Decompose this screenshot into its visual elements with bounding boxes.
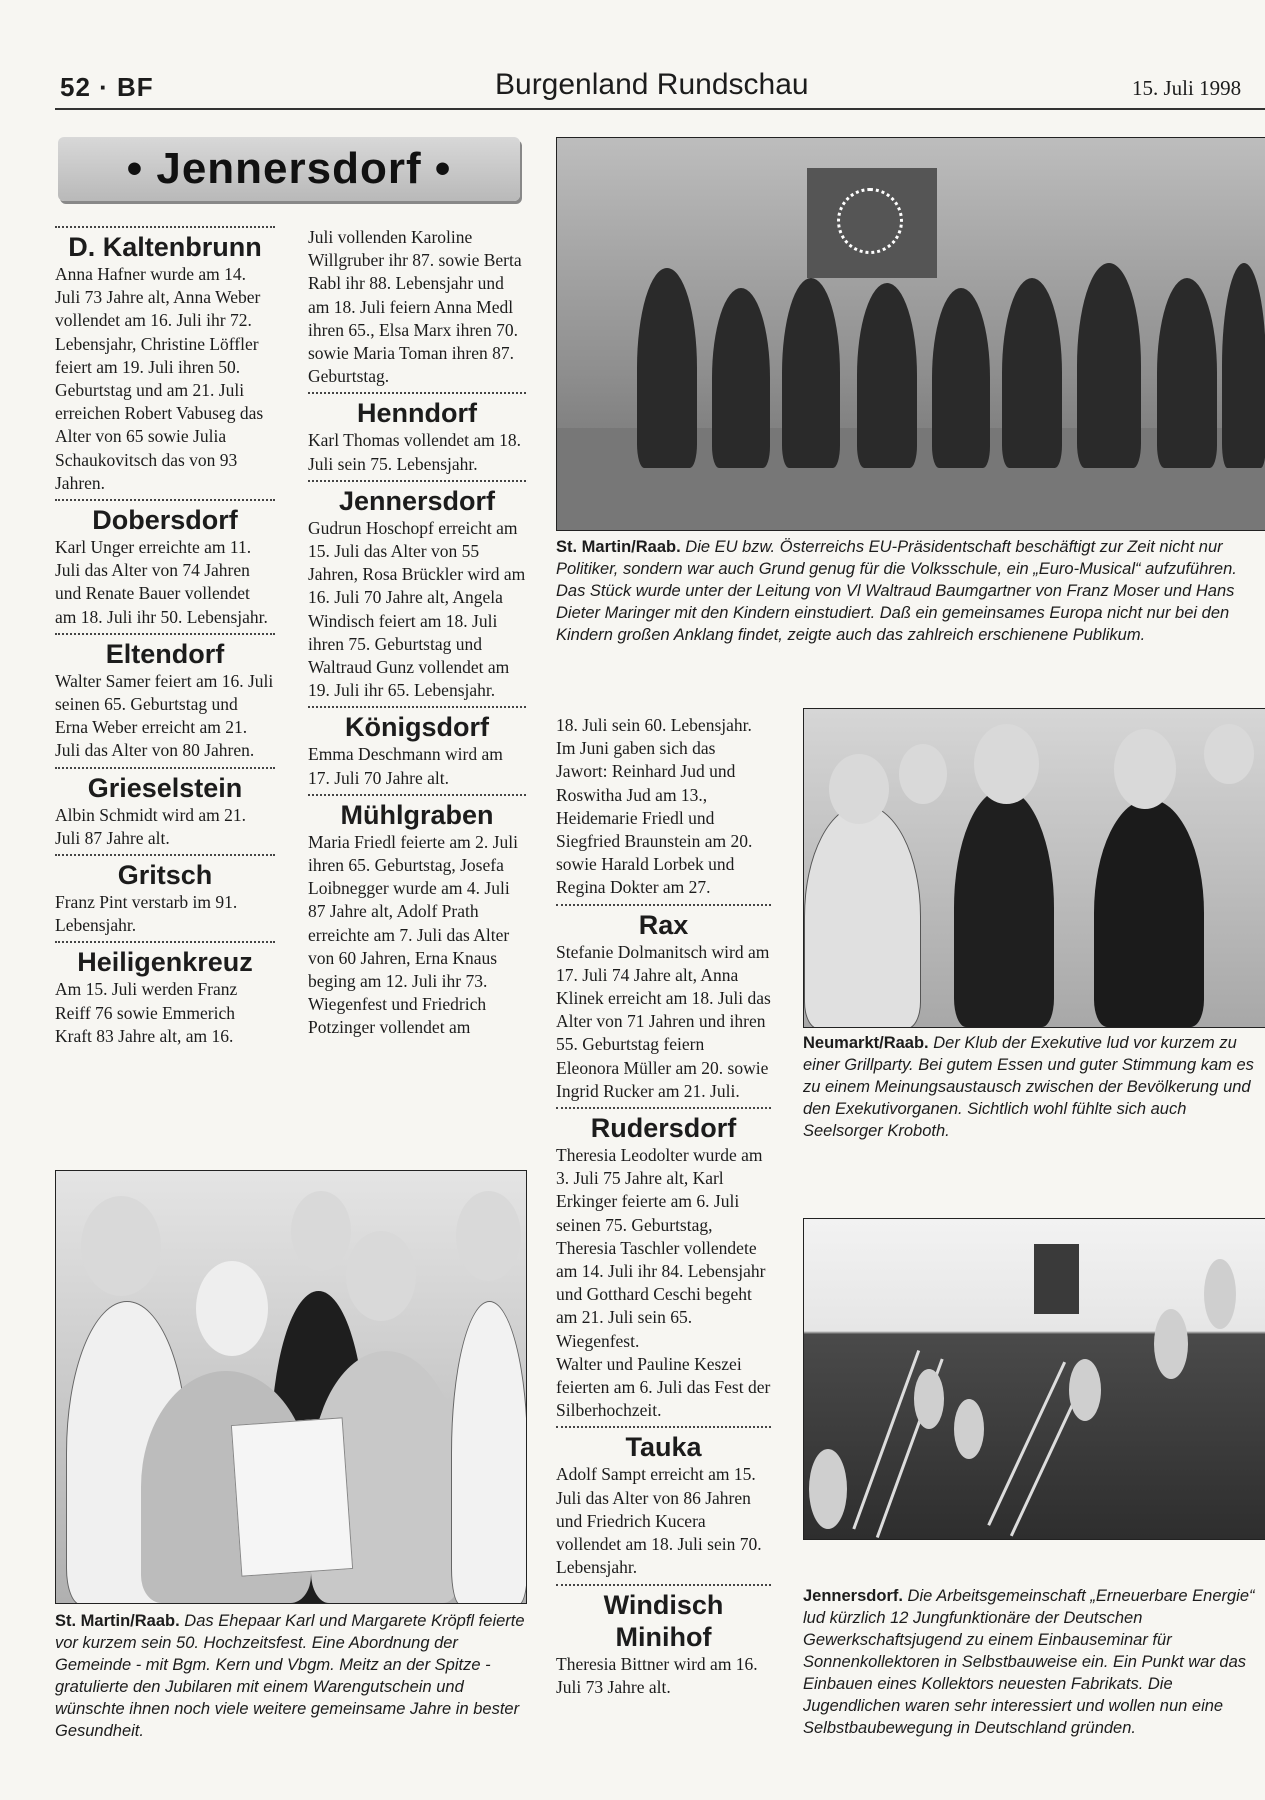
place-heading: Dobersdorf xyxy=(55,499,275,536)
birthday-text: Karl Unger erreichte am 11. Juli das Alter von 74 Jahren und Renate Bauer vollendet am 18. Juli ihr 50. Lebensjahr. xyxy=(55,537,268,627)
birthday-text: Emma Deschmann wird am 17. Juli 70 Jahre alt. xyxy=(308,744,503,788)
place-heading: Tauka xyxy=(556,1426,771,1463)
caption-place: St. Martin/Raab. xyxy=(556,538,681,556)
roof-photo xyxy=(803,1218,1265,1540)
place-heading: Eltendorf xyxy=(55,633,275,670)
grill-party-photo xyxy=(803,708,1265,1028)
birthday-text: Albin Schmidt wird am 21. Juli 87 Jahre alt. xyxy=(55,804,247,848)
caption-place: Jennersdorf. xyxy=(803,1587,903,1605)
roof-caption xyxy=(803,1585,1265,1739)
header-rule xyxy=(55,108,1265,110)
couple-photo xyxy=(55,1170,527,1604)
caption-text: Die EU bzw. Österreichs EU-Präsidentschaft beschäftigt zur Zeit nicht nur Politiker, sondern war auch Grund genug für die Volksschule, ein „Euro-Musical“ aufzuführen. Das Stück wurde unter der Leitung von Vl Waltraud Baumgartner von Franz Moser und Hans Dieter Maringer mit den Kindern einstudiert. Daß ein gemeinsames Europa nicht nur bei den Kindern großen Anklang findet, zeigte auch das zahlreich erschienene Publikum. xyxy=(556,538,1237,644)
grill-caption xyxy=(803,1032,1265,1142)
place-heading: Heiligenkreuz xyxy=(55,941,275,978)
place-heading: Königsdorf xyxy=(308,706,526,743)
place-heading: Grieselstein xyxy=(55,767,275,804)
place-heading: Mühlgraben xyxy=(308,794,526,831)
column-2 xyxy=(308,226,526,1040)
caption-text: Das Ehepaar Karl und Margarete Kröpfl feierte vor kurzem sein 50. Hochzeitsfest. Eine Abordnung der Gemeinde - mit Bgm. Kern und Vbgm. Meitz an der Spitze - gratulierte den Jubilaren mit einem Warengutschein und wünschte ihnen noch viele weitere gemeinsame Jahre in bester Gesundheit. xyxy=(55,1612,525,1740)
stage-photo xyxy=(556,137,1265,531)
caption-place: St. Martin/Raab. xyxy=(55,1612,180,1630)
gift-voucher xyxy=(231,1417,353,1576)
birthday-text: Walter Samer feiert am 16. Juli seinen 65. Geburtstag und Erna Weber erreicht am 21. Juli das Alter von 80 Jahren. xyxy=(55,670,274,761)
caption-text: Der Klub der Exekutive lud vor kurzem zu einer Grillparty. Bei gutem Essen und guter Stimmung kam es zu einem Meinungsaustausch zwischen der Bevölkerung und den Exekutivorganen. Sichtlich wohl fühlte sich auch Seelsorger Kroboth. xyxy=(803,1034,1254,1140)
caption-text: Die Arbeitsgemeinschaft „Erneuerbare Energie“ lud kürzlich 12 Jungfunktionäre der Deutschen Gewerkschaftsjugend zu einem Einbauseminar für Sonnenkollektoren in Selbstbauweise ein. Ein Punkt war das Einbauen eines Kollektors neuesten Fabrikats. Die Jugendlichen waren sehr interessiert und wollen nun eine Selbstbaubewegung in Deutschland gründen. xyxy=(803,1587,1255,1737)
section-title: • Jennersdorf • xyxy=(126,144,452,193)
birthday-text: Stefanie Dolmanitsch wird am 17. Juli 74 Jahre alt, Anna Klinek erreicht am 18. Juli das Alter von 71 Jahren und ihren 55. Geburtstag feiern Eleonora Müller am 20. sowie Ingrid Rucker am 21. Juli. xyxy=(556,941,771,1101)
birthday-text: Theresia Leodolter wurde am 3. Juli 75 Jahre alt, Karl Erkinger feierte am 6. Juli seinen 75. Geburtstag, Theresia Taschler vollendete am 14. Juli ihr 84. Lebensjahr und Gotthard Ceschi begeht am 21. Juli sein 65. Wiegenfest. xyxy=(556,1145,766,1351)
birthday-text: Theresia Bittner wird am 16. Juli 73 Jahre alt. xyxy=(556,1653,758,1697)
birthday-text: Anna Hafner wurde am 14. Juli 73 Jahre alt, Anna Weber vollendet am 16. Juli ihr 72. Lebensjahr, Christine Löffler feiert am 19. Juli ihren 50. Geburtstag und am 21. Juli erreichen Robert Vabuseg das Alter von 65 sowie Julia Schaukovitsch das von 93 Jahren. xyxy=(55,264,264,493)
eu-flag xyxy=(807,168,937,278)
birthday-text: 18. Juli sein 60. Lebensjahr. xyxy=(556,715,752,735)
issue-date: 15. Juli 1998 xyxy=(1132,76,1242,100)
place-heading: Rudersdorf xyxy=(556,1107,771,1144)
birthday-text: Juli vollenden Karoline Willgruber ihr 87. sowie Berta Rabl ihr 88. Lebensjahr und am 18. Juli feiern Anna Medl ihren 65., Elsa Marx ihren 70. sowie Maria Toman ihren 87. Geburtstag. xyxy=(308,227,522,387)
place-heading: D. Kaltenbrunn xyxy=(55,226,275,263)
chimney xyxy=(1034,1244,1079,1314)
place-heading: Jennersdorf xyxy=(308,480,526,517)
stage-caption xyxy=(556,536,1265,646)
birthday-text: Karl Thomas vollendet am 18. Juli sein 75. Lebensjahr. xyxy=(308,430,522,474)
newspaper-title: Burgenland Rundschau xyxy=(495,68,809,101)
place-heading: Windisch Minihof xyxy=(556,1584,771,1653)
birthday-text: Am 15. Juli werden Franz Reiff 76 sowie Emmerich Kraft 83 Jahre alt, am 16. xyxy=(55,979,238,1046)
page-number: 52 · BF xyxy=(60,72,154,102)
place-heading: Gritsch xyxy=(55,854,275,891)
couple-caption xyxy=(55,1610,525,1742)
birthday-text: Gudrun Hoschopf erreicht am 15. Juli das Alter von 55 Jahren, Rosa Brückler wird am 16. Juli 70 Jahre alt, Angela Windisch feiert am 18. Juli ihren 75. Geburtstag und Waltraud Gunz vollendet am 19. Juli ihr 65. Lebensjahr. xyxy=(308,517,526,701)
anniversary-text: Walter und Pauline Keszei feierten am 6. Juli das Fest der Silberhochzeit. xyxy=(556,1353,771,1421)
section-banner xyxy=(58,137,520,201)
wedding-text: Im Juni gaben sich das Jawort: Reinhard Jud und Roswitha Jud am 13., Heidemarie Friedl und Siegfried Braunstein am 20. sowie Harald Lorbek und Regina Dokter am 27. xyxy=(556,738,753,898)
birthday-text: Franz Pint verstarb im 91. Lebensjahr. xyxy=(55,892,238,936)
place-heading: Rax xyxy=(556,904,771,941)
column-3 xyxy=(556,714,771,1699)
place-heading: Henndorf xyxy=(308,392,526,429)
birthday-text: Maria Friedl feierte am 2. Juli ihren 65. Geburtstag, Josefa Loibnegger wurde am 4. Juli 87 Jahre alt, Adolf Prath erreichte am 7. Juli das Alter von 60 Jahren, Erna Knaus beging am 12. Juli ihr 73. Wiegenfest und Friedrich Potzinger vollendet am xyxy=(308,831,518,1038)
column-1 xyxy=(55,222,275,1048)
caption-place: Neumarkt/Raab. xyxy=(803,1034,929,1052)
birthday-text: Adolf Sampt erreicht am 15. Juli das Alter von 86 Jahren und Friedrich Kucera vollendet am 18. Juli sein 70. Lebensjahr. xyxy=(556,1464,762,1578)
